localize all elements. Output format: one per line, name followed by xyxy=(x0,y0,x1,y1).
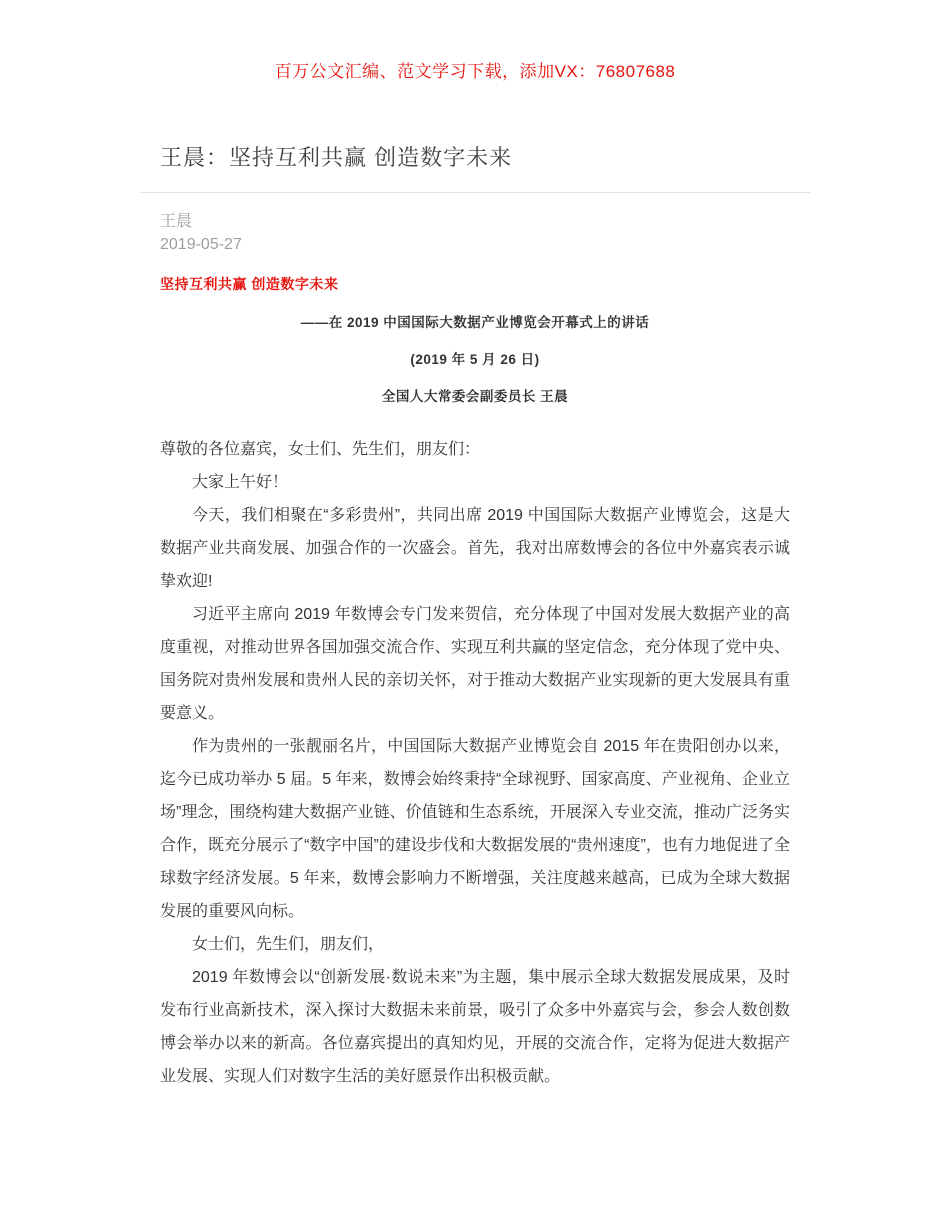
byline xyxy=(160,210,790,256)
page-title: 王晨：坚持互利共赢 创造数字未来 xyxy=(160,145,513,170)
title-divider xyxy=(140,192,810,193)
paragraph: 尊敬的各位嘉宾，女士们、先生们，朋友们： xyxy=(160,440,481,458)
article-subtitle: 坚持互利共赢 创造数字未来 xyxy=(160,275,339,292)
meta-line: ——在 2019 中国国际大数据产业博览会开幕式上的讲话 xyxy=(300,314,650,330)
paragraph: 作为贵州的一张靓丽名片，中国国际大数据产业博览会自 2015 年在贵阳创办以来，迄今已成功举办 5 届。5 年来，数博会始终秉持“全球视野、国家高度、产业视角、企业立场”理念，围绕构建大数据产业链、价值链和生态系统，开展深入专业交流，推动广泛务实合作，既充分展示了“数字中国”的建设步伐和大数据发展的“贵州速度”，也有力地促进了全球数字经济发展。5 年来，数博会影响力不断增强，关注度越来越高，已成为全球大数据发展的重要风向标。 xyxy=(160,737,790,920)
paragraph: 2019 年数博会以“创新发展·数说未来”为主题，集中展示全球大数据发展成果，及时发布行业高新技术，深入探讨大数据未来前景，吸引了众多中外嘉宾与会，参会人数创数博会举办以来的新高。各位嘉宾提出的真知灼见，开展的交流合作，定将为促进大数据产业发展、实现人们对数字生活的美好愿景作出积极贡献。 xyxy=(160,968,790,1085)
article-author: 王晨 xyxy=(160,212,193,230)
paragraph: 习近平主席向 2019 年数博会专门发来贺信，充分体现了中国对发展大数据产业的高度重视，对推动世界各国加强交流合作、实现互利共赢的坚定信念，充分体现了党中央、国务院对贵州发展和贵州人民的亲切关怀，对于推动大数据产业实现新的更大发展具有重要意义。 xyxy=(160,605,790,722)
meta-line: (2019 年 5 月 26 日) xyxy=(410,351,540,367)
paragraph: 今天，我们相聚在“多彩贵州”，共同出席 2019 中国国际大数据产业博览会，这是大数据产业共商发展、加强合作的一次盛会。首先，我对出席数博会的各位中外嘉宾表示诚挚欢迎! xyxy=(160,506,790,590)
meta-lines xyxy=(160,311,790,405)
paragraph: 大家上午好！ xyxy=(192,473,289,491)
paragraph: 女士们，先生们，朋友们， xyxy=(192,935,385,953)
article-body xyxy=(160,433,790,1093)
meta-line: 全国人大常委会副委员长 王晨 xyxy=(381,388,569,404)
promo-banner-text: 百万公文汇编、范文学习下载，添加VX：76807688 xyxy=(274,62,676,81)
article-date: 2019-05-27 xyxy=(160,235,242,253)
article-content xyxy=(160,144,790,1093)
